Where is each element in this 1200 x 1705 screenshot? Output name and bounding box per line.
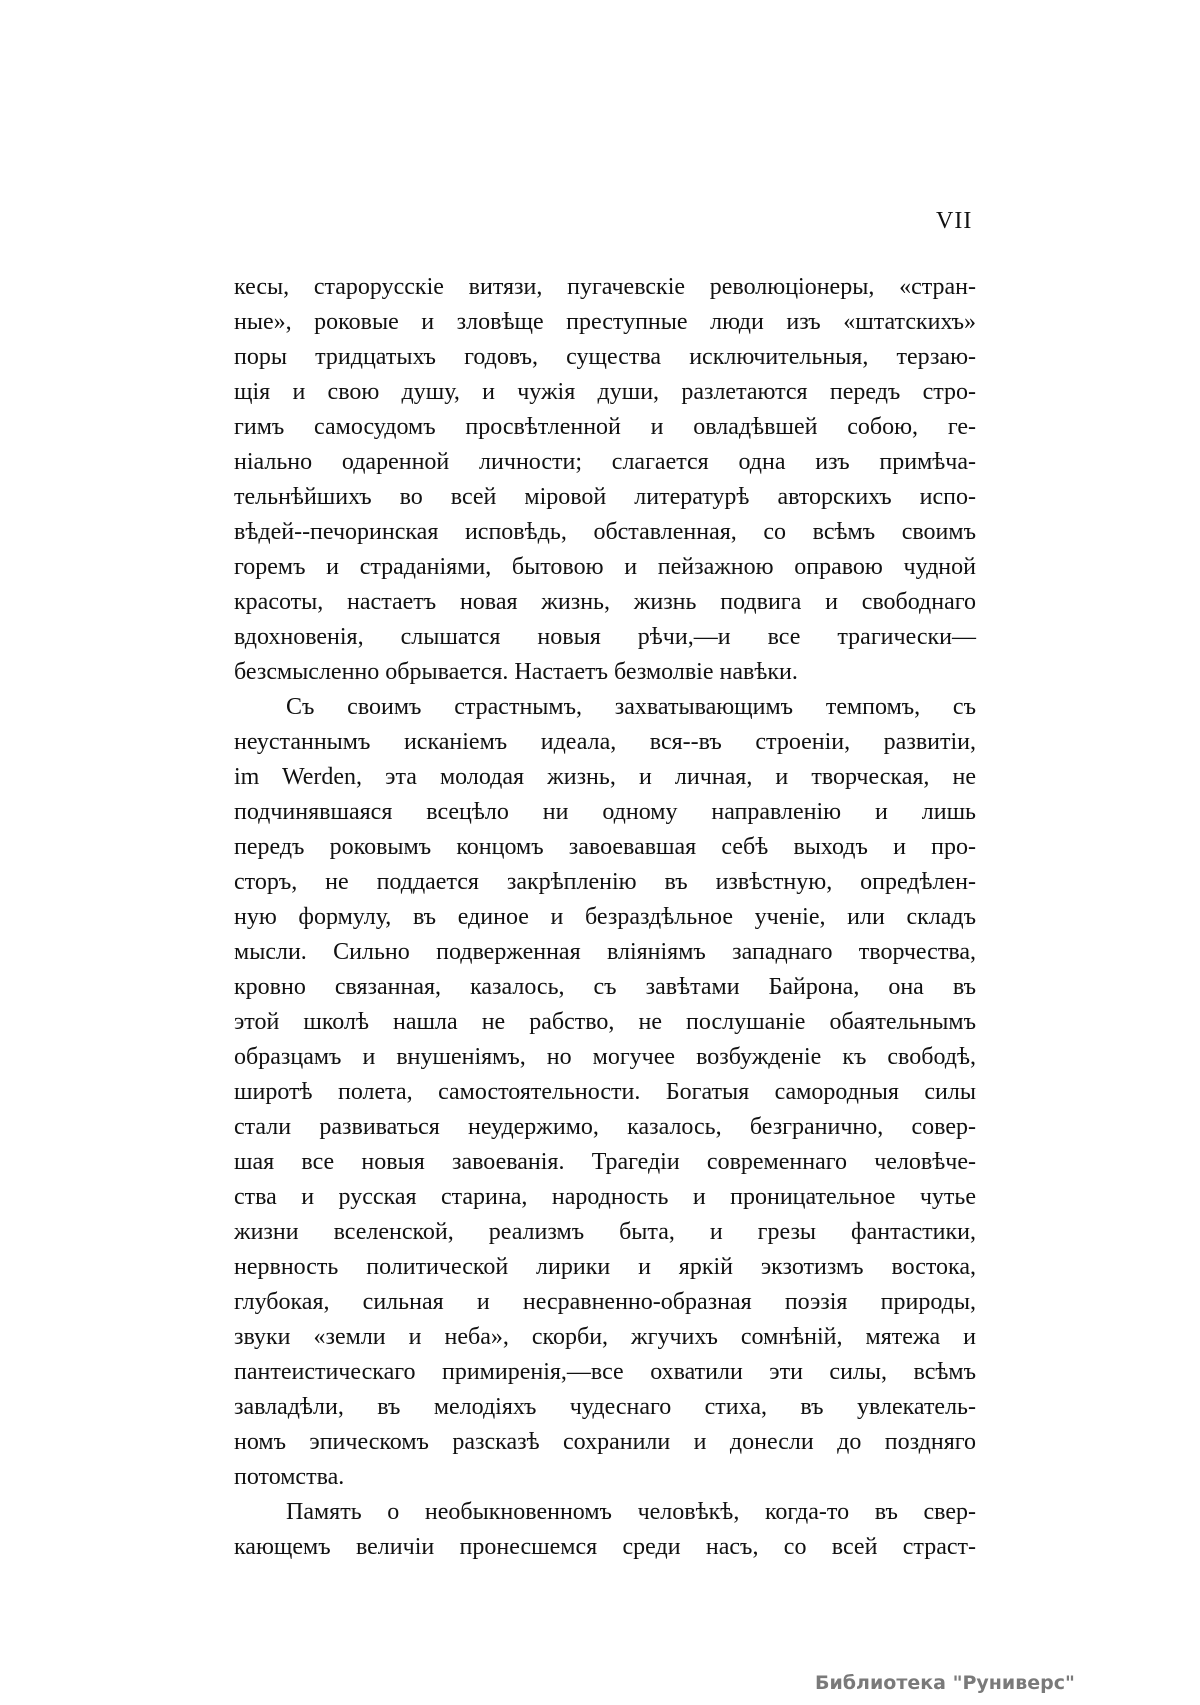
- text-line: гимъ самосудомъ просвѣтленной и овладѣвшей собою, ге-: [234, 414, 976, 440]
- text-line: звуки «земли и неба», скорби, жгучихъ сомнѣній, мятежа и: [234, 1324, 976, 1350]
- text-line: номъ эпическомъ разсказѣ сохранили и донесли до поздняго: [234, 1429, 976, 1455]
- text-line: щія и свою душу, и чужія души, разлетаются передъ стро-: [234, 379, 976, 405]
- text-line: сторъ, не поддается закрѣпленію въ извѣстную, опредѣлен-: [234, 869, 976, 895]
- text-line: кающемъ величіи пронесшемся среди насъ, со всей страст-: [234, 1534, 976, 1560]
- text-line: поры тридцатыхъ годовъ, существа исключительныя, терзаю-: [234, 344, 976, 370]
- text-line: этой школѣ нашла не рабство, не послушаніе обаятельнымъ: [234, 1009, 976, 1035]
- page-number: VII: [936, 208, 973, 234]
- text-line: широтѣ полета, самостоятельности. Богатыя самородныя силы: [234, 1079, 976, 1105]
- text-line: нервность политической лирики и яркій экзотизмъ востока,: [234, 1254, 976, 1280]
- text-line: Съ своимъ страстнымъ, захватывающимъ темпомъ, съ: [286, 694, 976, 720]
- text-line: ные», роковые и зловѣще преступные люди изъ «штатскихъ»: [234, 309, 976, 335]
- text-line: кесы, старорусскіе витязи, пугачевскіе революціонеры, «стран-: [234, 274, 976, 300]
- text-line: безсмысленно обрывается. Настаетъ безмолвіе навѣки.: [234, 659, 798, 685]
- text-line: мысли. Сильно подверженная вліяніямъ западнаго творчества,: [234, 939, 976, 965]
- text-line: вѣдей--печоринская исповѣдь, обставленная, со всѣмъ своимъ: [234, 519, 976, 545]
- text-line: вдохновенія, слышатся новыя рѣчи,—и все трагически—: [234, 624, 976, 650]
- text-line: тельнѣйшихъ во всей міровой литературѣ авторскихъ испо-: [234, 484, 976, 510]
- paragraph: [234, 690, 976, 1495]
- text-line: кровно связанная, казалось, съ завѣтами Байрона, она въ: [234, 974, 976, 1000]
- text-line: глубокая, сильная и несравненно-образная поэзія природы,: [234, 1289, 976, 1315]
- library-watermark: Библиотека "Руниверс": [815, 1672, 1075, 1694]
- text-line: пантеистическаго примиренія,—все охватили эти силы, всѣмъ: [234, 1359, 976, 1385]
- text-line: ную формулу, въ единое и безраздѣльное ученіе, или складъ: [234, 904, 976, 930]
- paragraph: [234, 270, 976, 690]
- paragraph: [234, 1495, 976, 1565]
- text-line: подчинявшаяся всецѣло ни одному направленію и лишь: [234, 799, 976, 825]
- text-line: передъ роковымъ концомъ завоевавшая себѣ выходъ и про-: [234, 834, 976, 860]
- text-line: неустаннымъ исканіемъ идеала, вся--въ строеніи, развитіи,: [234, 729, 976, 755]
- text-line: шая все новыя завоеванія. Трагедіи современнаго человѣче-: [234, 1149, 976, 1175]
- text-line: образцамъ и внушеніямъ, но могучее возбужденіе къ свободѣ,: [234, 1044, 976, 1070]
- body-text: [234, 270, 976, 1565]
- text-line: Память о необыкновенномъ человѣкѣ, когда-то въ свер-: [286, 1499, 976, 1525]
- text-line: завладѣли, въ мелодіяхъ чудеснаго стиха, въ увлекатель-: [234, 1394, 976, 1420]
- text-line: красоты, настаетъ новая жизнь, жизнь подвига и свободнаго: [234, 589, 976, 615]
- text-line: im Werden, эта молодая жизнь, и личная, и творческая, не: [234, 764, 976, 790]
- text-line: потомства.: [234, 1464, 345, 1490]
- text-line: жизни вселенской, реализмъ быта, и грезы фантастики,: [234, 1219, 976, 1245]
- text-line: горемъ и страданіями, бытовою и пейзажною оправою чудной: [234, 554, 976, 580]
- text-line: ства и русская старина, народность и проницательное чутье: [234, 1184, 976, 1210]
- text-line: стали развиваться неудержимо, казалось, безгранично, совер-: [234, 1114, 976, 1140]
- text-line: ніально одаренной личности; слагается одна изъ примѣча-: [234, 449, 976, 475]
